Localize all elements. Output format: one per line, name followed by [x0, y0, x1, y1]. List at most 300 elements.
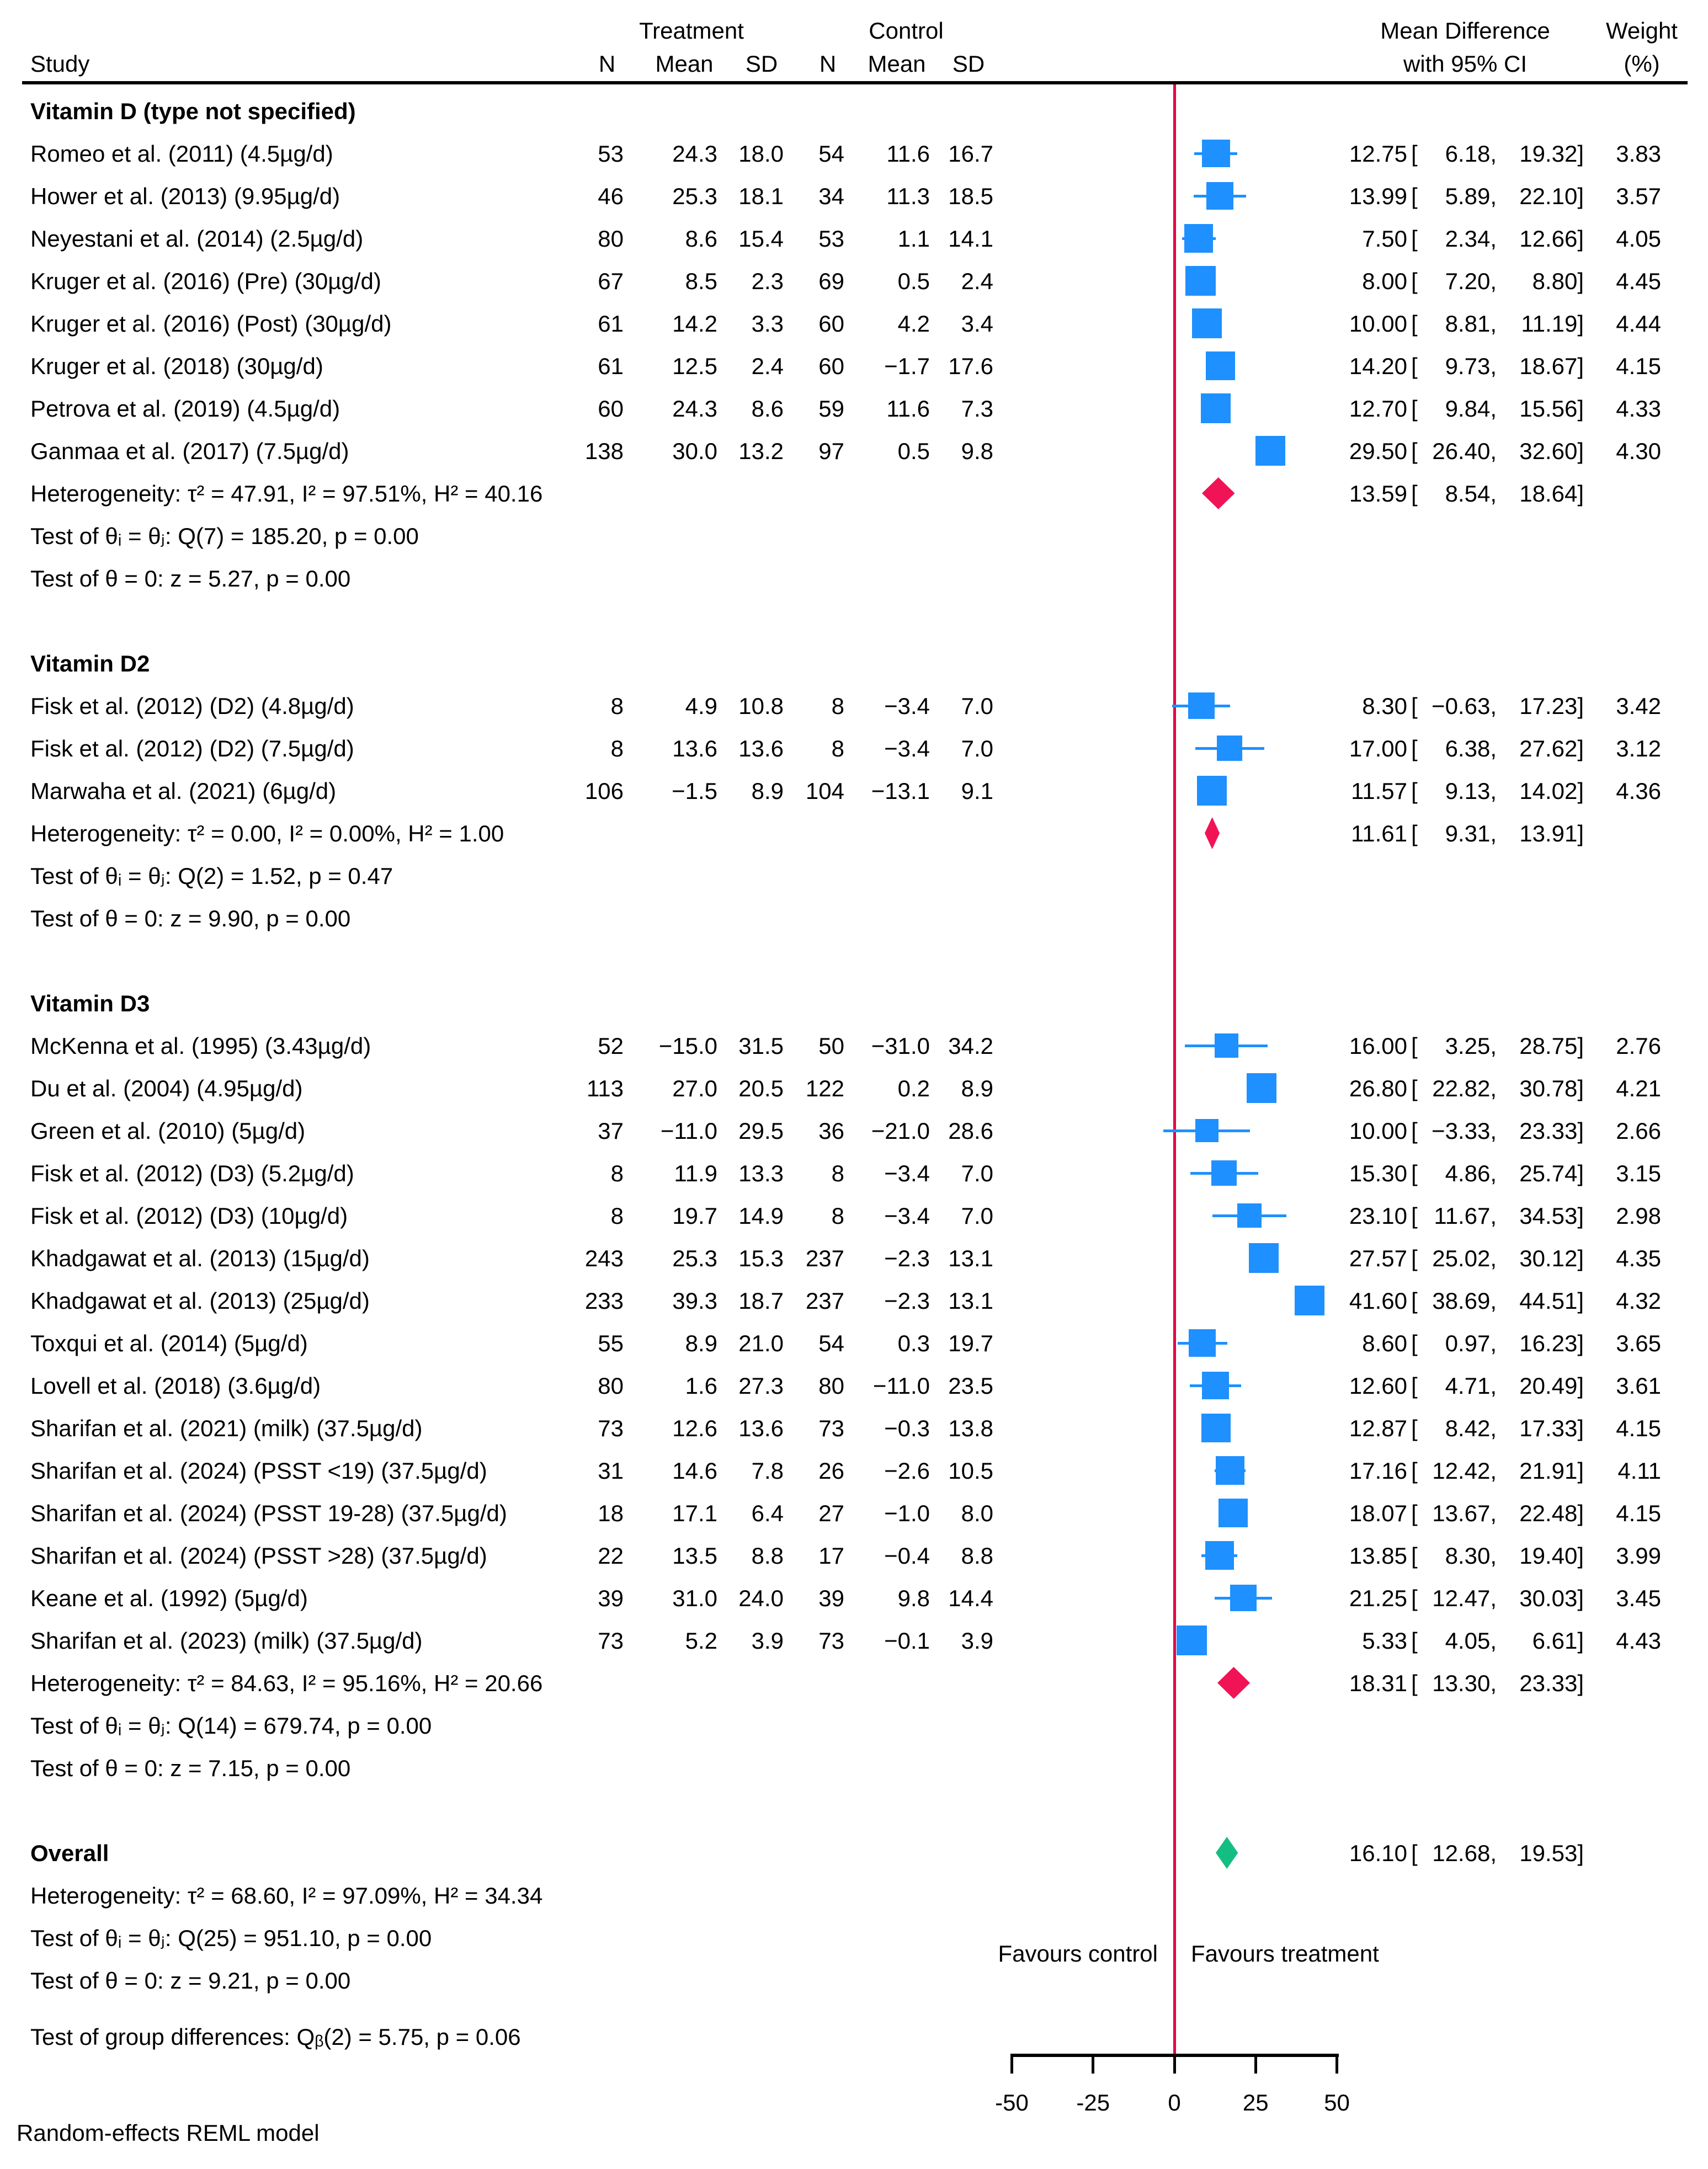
control-sd: 10.5	[948, 1458, 993, 1484]
treatment-n: 61	[598, 311, 624, 337]
study-weight: 3.45	[1616, 1585, 1661, 1611]
overall-md: 16.10	[1349, 1840, 1407, 1866]
control-sd: 7.0	[961, 693, 993, 719]
treatment-n: 106	[584, 778, 624, 804]
study-weight: 4.35	[1616, 1245, 1661, 1271]
study-ci-high: 19.32]	[1519, 141, 1584, 167]
treatment-sd: 2.4	[751, 353, 784, 379]
study-bracket: [	[1411, 183, 1418, 209]
study-ci-low: 3.25,	[1445, 1033, 1497, 1059]
study-bracket: [	[1411, 1500, 1418, 1526]
favours-treatment-label: Favours treatment	[1191, 1941, 1379, 1967]
effect-square	[1192, 308, 1222, 339]
treatment-sd: 13.6	[738, 736, 784, 761]
x-axis-tick-label: 50	[1324, 2090, 1350, 2115]
treatment-sd: 18.7	[738, 1288, 784, 1314]
group-summary-ci-low: 8.54,	[1445, 481, 1497, 507]
study-bracket: [	[1411, 353, 1418, 379]
test-theta-ij-text: Test of θᵢ = θⱼ: Q(14) = 679.74, p = 0.00	[30, 1713, 432, 1739]
study-bracket: [	[1411, 141, 1418, 167]
col-header-mean-control: Mean	[868, 51, 926, 77]
control-mean: −21.0	[871, 1118, 930, 1144]
treatment-sd: 3.9	[751, 1628, 784, 1654]
x-axis-tick-label: -25	[1076, 2090, 1110, 2115]
group-summary-diamond	[1202, 477, 1235, 509]
study-bracket: [	[1411, 1118, 1418, 1144]
study-ci-high: 8.80]	[1532, 268, 1584, 294]
zero-line	[1173, 84, 1176, 2055]
control-n: 73	[818, 1415, 844, 1441]
study-ci-low: 38.69,	[1432, 1288, 1497, 1314]
study-ci-high: 30.12]	[1519, 1245, 1584, 1271]
treatment-mean: 11.9	[674, 1160, 717, 1186]
treatment-n: 53	[598, 141, 624, 167]
col-header-md-line1: Mean Difference	[1380, 18, 1550, 44]
treatment-mean: −15.0	[658, 1033, 717, 1059]
control-mean: −0.3	[884, 1415, 930, 1441]
study-md: 12.75	[1349, 141, 1407, 167]
study-md: 8.60	[1362, 1330, 1407, 1356]
control-sd: 13.1	[948, 1245, 993, 1271]
overall-test-theta-zero-text: Test of θ = 0: z = 9.21, p = 0.00	[30, 1968, 351, 1994]
treatment-n: 8	[610, 693, 624, 719]
study-bracket: [	[1411, 396, 1418, 422]
study-label: Du et al. (2004) (4.95µg/d)	[30, 1075, 303, 1101]
treatment-sd: 31.5	[738, 1033, 784, 1059]
treatment-n: 52	[598, 1033, 624, 1059]
control-n: 60	[818, 311, 844, 337]
x-axis-tick-label: 25	[1242, 2090, 1269, 2115]
effect-square	[1230, 1585, 1257, 1611]
control-sd: 8.0	[961, 1500, 993, 1526]
study-ci-low: 0.97,	[1445, 1330, 1497, 1356]
control-sd: 23.5	[948, 1373, 993, 1399]
study-ci-high: 20.49]	[1519, 1373, 1584, 1399]
effect-square	[1197, 776, 1227, 806]
col-header-sd-control: SD	[952, 51, 985, 77]
control-n: 36	[818, 1118, 844, 1144]
effect-square	[1206, 182, 1233, 209]
treatment-n: 61	[598, 353, 624, 379]
study-ci-low: 26.40,	[1432, 438, 1497, 464]
test-theta-ij-text: Test of θᵢ = θⱼ: Q(2) = 1.52, p = 0.47	[30, 863, 393, 889]
effect-square	[1217, 736, 1242, 761]
treatment-sd: 13.6	[738, 1415, 784, 1441]
control-mean: −13.1	[871, 778, 930, 804]
control-mean: −1.7	[884, 353, 930, 379]
study-bracket: [	[1411, 1245, 1418, 1271]
treatment-n: 37	[598, 1118, 624, 1144]
treatment-sd: 21.0	[738, 1330, 784, 1356]
treatment-mean: 25.3	[672, 183, 717, 209]
col-header-sd-treatment: SD	[745, 51, 778, 77]
study-ci-high: 12.66]	[1519, 226, 1584, 252]
study-bracket: [	[1411, 1330, 1418, 1356]
study-md: 21.25	[1349, 1585, 1407, 1611]
col-header-md-line2: with 95% CI	[1403, 51, 1528, 77]
study-weight: 4.15	[1616, 1415, 1661, 1441]
study-label: Fisk et al. (2012) (D3) (5.2µg/d)	[30, 1160, 354, 1186]
study-weight: 3.12	[1616, 736, 1661, 761]
study-weight: 2.98	[1616, 1203, 1661, 1229]
effect-square	[1201, 1414, 1231, 1443]
treatment-sd: 18.1	[738, 183, 784, 209]
control-mean: −1.0	[884, 1500, 930, 1526]
control-mean: −3.4	[884, 1203, 930, 1229]
study-label: Ganmaa et al. (2017) (7.5µg/d)	[30, 438, 349, 464]
control-sd: 14.4	[948, 1585, 993, 1611]
control-mean: −3.4	[884, 1160, 930, 1186]
control-sd: 9.1	[961, 778, 993, 804]
effect-square	[1188, 692, 1215, 719]
control-mean: 9.8	[897, 1585, 930, 1611]
study-bracket: [	[1411, 778, 1418, 804]
control-sd: 7.0	[961, 1203, 993, 1229]
control-sd: 17.6	[948, 353, 993, 379]
col-header-mean-treatment: Mean	[655, 51, 714, 77]
study-ci-low: 9.13,	[1445, 778, 1497, 804]
heterogeneity-text: Heterogeneity: τ² = 84.63, I² = 95.16%, H² = 20.66	[30, 1670, 543, 1696]
study-label: Sharifan et al. (2024) (PSST 19-28) (37.5µg/d)	[30, 1500, 507, 1526]
study-weight: 3.83	[1616, 141, 1661, 167]
treatment-sd: 13.2	[738, 438, 784, 464]
header-rule	[22, 81, 1688, 84]
group-summary-ci-low: 13.30,	[1432, 1670, 1497, 1696]
control-n: 53	[818, 226, 844, 252]
test-theta-ij-text: Test of θᵢ = θⱼ: Q(7) = 185.20, p = 0.00	[30, 523, 419, 549]
effect-square	[1247, 1073, 1276, 1102]
group-label: Vitamin D3	[30, 990, 150, 1016]
treatment-mean: 5.2	[685, 1628, 717, 1654]
study-weight: 4.30	[1616, 438, 1661, 464]
treatment-n: 80	[598, 226, 624, 252]
control-sd: 2.4	[961, 268, 993, 294]
study-weight: 3.65	[1616, 1330, 1661, 1356]
control-sd: 13.1	[948, 1288, 993, 1314]
study-ci-low: 7.20,	[1445, 268, 1497, 294]
study-weight: 4.43	[1616, 1628, 1661, 1654]
study-weight: 4.11	[1617, 1458, 1661, 1484]
heterogeneity-text: Heterogeneity: τ² = 0.00, I² = 0.00%, H² = 1.00	[30, 820, 504, 846]
control-n: 73	[818, 1628, 844, 1654]
x-axis-tick	[1335, 2054, 1338, 2074]
study-bracket: [	[1411, 1628, 1418, 1654]
study-weight: 4.44	[1616, 311, 1661, 337]
effect-square	[1206, 351, 1235, 381]
study-weight: 4.36	[1616, 778, 1661, 804]
col-header-study: Study	[30, 51, 90, 77]
study-ci-low: 6.18,	[1445, 141, 1497, 167]
test-theta-zero-text: Test of θ = 0: z = 9.90, p = 0.00	[30, 905, 351, 931]
control-n: 54	[818, 1330, 844, 1356]
control-n: 39	[818, 1585, 844, 1611]
study-ci-high: 22.48]	[1519, 1500, 1584, 1526]
effect-square	[1255, 436, 1285, 466]
control-sd: 28.6	[948, 1118, 993, 1144]
effect-square	[1189, 1329, 1216, 1357]
study-weight: 4.21	[1616, 1075, 1661, 1101]
effect-square	[1295, 1286, 1324, 1315]
control-n: 80	[818, 1373, 844, 1399]
treatment-n: 8	[610, 736, 624, 761]
study-ci-low: 9.73,	[1445, 353, 1497, 379]
heterogeneity-text: Heterogeneity: τ² = 47.91, I² = 97.51%, H² = 40.16	[30, 481, 543, 507]
control-n: 8	[831, 736, 844, 761]
study-bracket: [	[1411, 226, 1418, 252]
study-ci-low: 12.47,	[1432, 1585, 1497, 1611]
treatment-n: 233	[584, 1288, 624, 1314]
treatment-mean: 27.0	[672, 1075, 717, 1101]
control-sd: 16.7	[948, 141, 993, 167]
effect-square	[1184, 224, 1213, 253]
control-sd: 34.2	[948, 1033, 993, 1059]
treatment-mean: 14.2	[672, 311, 717, 337]
study-ci-low: −3.33,	[1432, 1118, 1497, 1144]
group-label: Vitamin D2	[30, 651, 150, 676]
study-label: Toxqui et al. (2014) (5µg/d)	[30, 1330, 308, 1356]
group-differences-text: Test of group differences: Qᵦ(2) = 5.75, p = 0.06	[30, 2024, 521, 2050]
study-bracket: [	[1411, 268, 1418, 294]
study-label: McKenna et al. (1995) (3.43µg/d)	[30, 1033, 371, 1059]
study-weight: 4.32	[1616, 1288, 1661, 1314]
study-ci-low: 4.05,	[1445, 1628, 1497, 1654]
study-ci-high: 18.67]	[1519, 353, 1584, 379]
col-header-weight-line1: Weight	[1606, 18, 1678, 44]
study-label: Fisk et al. (2012) (D3) (10µg/d)	[30, 1203, 348, 1229]
study-ci-high: 6.61]	[1532, 1628, 1584, 1654]
effect-square	[1177, 1626, 1207, 1656]
control-mean: 0.3	[897, 1330, 930, 1356]
control-mean: −2.3	[884, 1245, 930, 1271]
study-md: 8.30	[1362, 693, 1407, 719]
study-md: 15.30	[1349, 1160, 1407, 1186]
treatment-n: 8	[610, 1203, 624, 1229]
effect-square	[1219, 1499, 1248, 1528]
treatment-sd: 10.8	[738, 693, 784, 719]
treatment-mean: 13.5	[672, 1543, 717, 1569]
treatment-n: 31	[598, 1458, 624, 1484]
study-ci-high: 19.40]	[1519, 1543, 1584, 1569]
treatment-sd: 15.3	[738, 1245, 784, 1271]
study-bracket: [	[1411, 736, 1418, 761]
study-md: 7.50	[1362, 226, 1407, 252]
control-sd: 19.7	[948, 1330, 993, 1356]
treatment-mean: 12.6	[672, 1415, 717, 1441]
study-weight: 4.05	[1616, 226, 1661, 252]
study-label: Sharifan et al. (2021) (milk) (37.5µg/d)	[30, 1415, 423, 1441]
control-mean: −2.3	[884, 1288, 930, 1314]
study-md: 12.60	[1349, 1373, 1407, 1399]
study-ci-high: 11.19]	[1521, 311, 1584, 337]
study-md: 16.00	[1349, 1033, 1407, 1059]
treatment-mean: 25.3	[672, 1245, 717, 1271]
overall-label: Overall	[30, 1840, 109, 1866]
treatment-mean: 8.5	[685, 268, 717, 294]
treatment-n: 113	[587, 1075, 624, 1101]
control-n: 26	[818, 1458, 844, 1484]
study-md: 10.00	[1349, 1118, 1407, 1144]
study-ci-high: 28.75]	[1519, 1033, 1584, 1059]
study-md: 13.85	[1349, 1543, 1407, 1569]
study-ci-high: 30.78]	[1519, 1075, 1584, 1101]
study-md: 18.07	[1349, 1500, 1407, 1526]
study-label: Sharifan et al. (2023) (milk) (37.5µg/d)	[30, 1628, 423, 1654]
study-weight: 4.45	[1616, 268, 1661, 294]
group-summary-bracket: [	[1411, 820, 1418, 846]
control-sd: 3.9	[961, 1628, 993, 1654]
control-sd: 8.8	[961, 1543, 993, 1569]
effect-square	[1201, 393, 1231, 423]
treatment-sd: 18.0	[738, 141, 784, 167]
treatment-mean: 17.1	[672, 1500, 717, 1526]
col-header-n-treatment: N	[598, 51, 616, 77]
control-mean: −11.0	[872, 1373, 930, 1399]
study-ci-high: 30.03]	[1519, 1585, 1584, 1611]
study-label: Fisk et al. (2012) (D2) (4.8µg/d)	[30, 693, 354, 719]
study-weight: 2.76	[1616, 1033, 1661, 1059]
treatment-sd: 15.4	[738, 226, 784, 252]
study-ci-low: 4.71,	[1445, 1373, 1497, 1399]
study-ci-high: 34.53]	[1519, 1203, 1584, 1229]
study-md: 26.80	[1349, 1075, 1407, 1101]
group-label: Vitamin D (type not specified)	[30, 98, 356, 124]
treatment-n: 67	[598, 268, 624, 294]
study-ci-low: 11.67,	[1434, 1203, 1497, 1229]
control-n: 60	[818, 353, 844, 379]
x-axis-tick	[1173, 2054, 1176, 2074]
treatment-sd: 20.5	[738, 1075, 784, 1101]
control-n: 8	[831, 693, 844, 719]
study-ci-low: −0.63,	[1432, 693, 1497, 719]
study-label: Keane et al. (1992) (5µg/d)	[30, 1585, 308, 1611]
control-n: 122	[805, 1075, 844, 1101]
study-md: 10.00	[1349, 311, 1407, 337]
treatment-mean: 1.6	[685, 1373, 717, 1399]
x-axis-tick	[1092, 2054, 1094, 2074]
col-header-control: Control	[869, 18, 944, 44]
study-ci-high: 14.02]	[1519, 778, 1584, 804]
study-md: 17.16	[1349, 1458, 1407, 1484]
control-n: 69	[818, 268, 844, 294]
study-ci-low: 8.30,	[1445, 1543, 1497, 1569]
control-n: 34	[818, 183, 844, 209]
treatment-mean: 30.0	[672, 438, 717, 464]
study-label: Hower et al. (2013) (9.95µg/d)	[30, 183, 340, 209]
study-ci-low: 25.02,	[1432, 1245, 1497, 1271]
test-theta-zero-text: Test of θ = 0: z = 7.15, p = 0.00	[30, 1755, 351, 1781]
study-ci-high: 17.23]	[1519, 693, 1584, 719]
treatment-n: 73	[598, 1628, 624, 1654]
study-md: 12.70	[1349, 396, 1407, 422]
control-sd: 14.1	[948, 226, 993, 252]
study-md: 14.20	[1349, 353, 1407, 379]
control-mean: −3.4	[884, 736, 930, 761]
control-sd: 18.5	[948, 183, 993, 209]
study-ci-low: 22.82,	[1432, 1075, 1497, 1101]
study-md: 29.50	[1349, 438, 1407, 464]
effect-square	[1202, 140, 1230, 168]
study-label: Marwaha et al. (2021) (6µg/d)	[30, 778, 337, 804]
study-md: 8.00	[1362, 268, 1407, 294]
treatment-sd: 14.9	[738, 1203, 784, 1229]
control-mean: 0.2	[897, 1075, 930, 1101]
study-ci-low: 4.86,	[1445, 1160, 1497, 1186]
study-ci-high: 44.51]	[1519, 1288, 1584, 1314]
control-mean: 0.5	[897, 438, 930, 464]
study-bracket: [	[1411, 693, 1418, 719]
overall-heterogeneity-text: Heterogeneity: τ² = 68.60, I² = 97.09%, H² = 34.34	[30, 1883, 543, 1909]
study-bracket: [	[1411, 1203, 1418, 1229]
study-md: 17.00	[1349, 736, 1407, 761]
study-bracket: [	[1411, 1415, 1418, 1441]
group-summary-ci-high: 13.91]	[1519, 820, 1584, 846]
study-label: Sharifan et al. (2024) (PSST <19) (37.5µg/d)	[30, 1458, 487, 1484]
treatment-mean: −11.0	[660, 1118, 717, 1144]
treatment-mean: 24.3	[672, 141, 717, 167]
study-ci-low: 8.42,	[1445, 1415, 1497, 1441]
study-ci-high: 32.60]	[1519, 438, 1584, 464]
study-label: Petrova et al. (2019) (4.5µg/d)	[30, 396, 340, 422]
treatment-sd: 24.0	[738, 1585, 784, 1611]
x-axis-tick	[1010, 2054, 1013, 2074]
study-label: Khadgawat et al. (2013) (25µg/d)	[30, 1288, 370, 1314]
group-summary-md: 18.31	[1349, 1670, 1407, 1696]
col-header-treatment: Treatment	[639, 18, 744, 44]
treatment-n: 73	[598, 1415, 624, 1441]
study-ci-low: 5.89,	[1445, 183, 1497, 209]
group-summary-ci-high: 23.33]	[1519, 1670, 1584, 1696]
treatment-sd: 8.8	[751, 1543, 784, 1569]
effect-square	[1202, 1372, 1229, 1399]
x-axis-tick-label: -50	[995, 2090, 1029, 2115]
treatment-mean: 39.3	[672, 1288, 717, 1314]
study-md: 41.60	[1349, 1288, 1407, 1314]
study-weight: 3.42	[1616, 693, 1661, 719]
treatment-mean: −1.5	[672, 778, 717, 804]
control-mean: −0.1	[884, 1628, 930, 1654]
control-sd: 7.0	[961, 1160, 993, 1186]
treatment-sd: 29.5	[738, 1118, 784, 1144]
treatment-sd: 8.9	[751, 778, 784, 804]
treatment-n: 18	[598, 1500, 624, 1526]
treatment-sd: 13.3	[738, 1160, 784, 1186]
x-axis-tick-label: 0	[1168, 2090, 1181, 2115]
study-bracket: [	[1411, 311, 1418, 337]
study-label: Green et al. (2010) (5µg/d)	[30, 1118, 306, 1144]
control-n: 50	[818, 1033, 844, 1059]
study-weight: 2.66	[1616, 1118, 1661, 1144]
study-ci-high: 21.91]	[1519, 1458, 1584, 1484]
effect-square	[1249, 1243, 1279, 1273]
study-ci-low: 6.38,	[1445, 736, 1497, 761]
control-sd: 13.8	[948, 1415, 993, 1441]
study-bracket: [	[1411, 1075, 1418, 1101]
control-n: 54	[818, 141, 844, 167]
control-mean: 11.6	[886, 396, 930, 422]
study-label: Kruger et al. (2016) (Post) (30µg/d)	[30, 311, 392, 337]
study-bracket: [	[1411, 1543, 1418, 1569]
group-summary-md: 13.59	[1349, 481, 1407, 507]
study-weight: 3.99	[1616, 1543, 1661, 1569]
effect-square	[1205, 1541, 1234, 1570]
study-ci-high: 17.33]	[1519, 1415, 1584, 1441]
study-bracket: [	[1411, 1160, 1418, 1186]
study-label: Neyestani et al. (2014) (2.5µg/d)	[30, 226, 364, 252]
control-n: 17	[818, 1543, 844, 1569]
treatment-mean: 8.6	[685, 226, 717, 252]
study-ci-high: 25.74]	[1519, 1160, 1584, 1186]
control-n: 59	[818, 396, 844, 422]
